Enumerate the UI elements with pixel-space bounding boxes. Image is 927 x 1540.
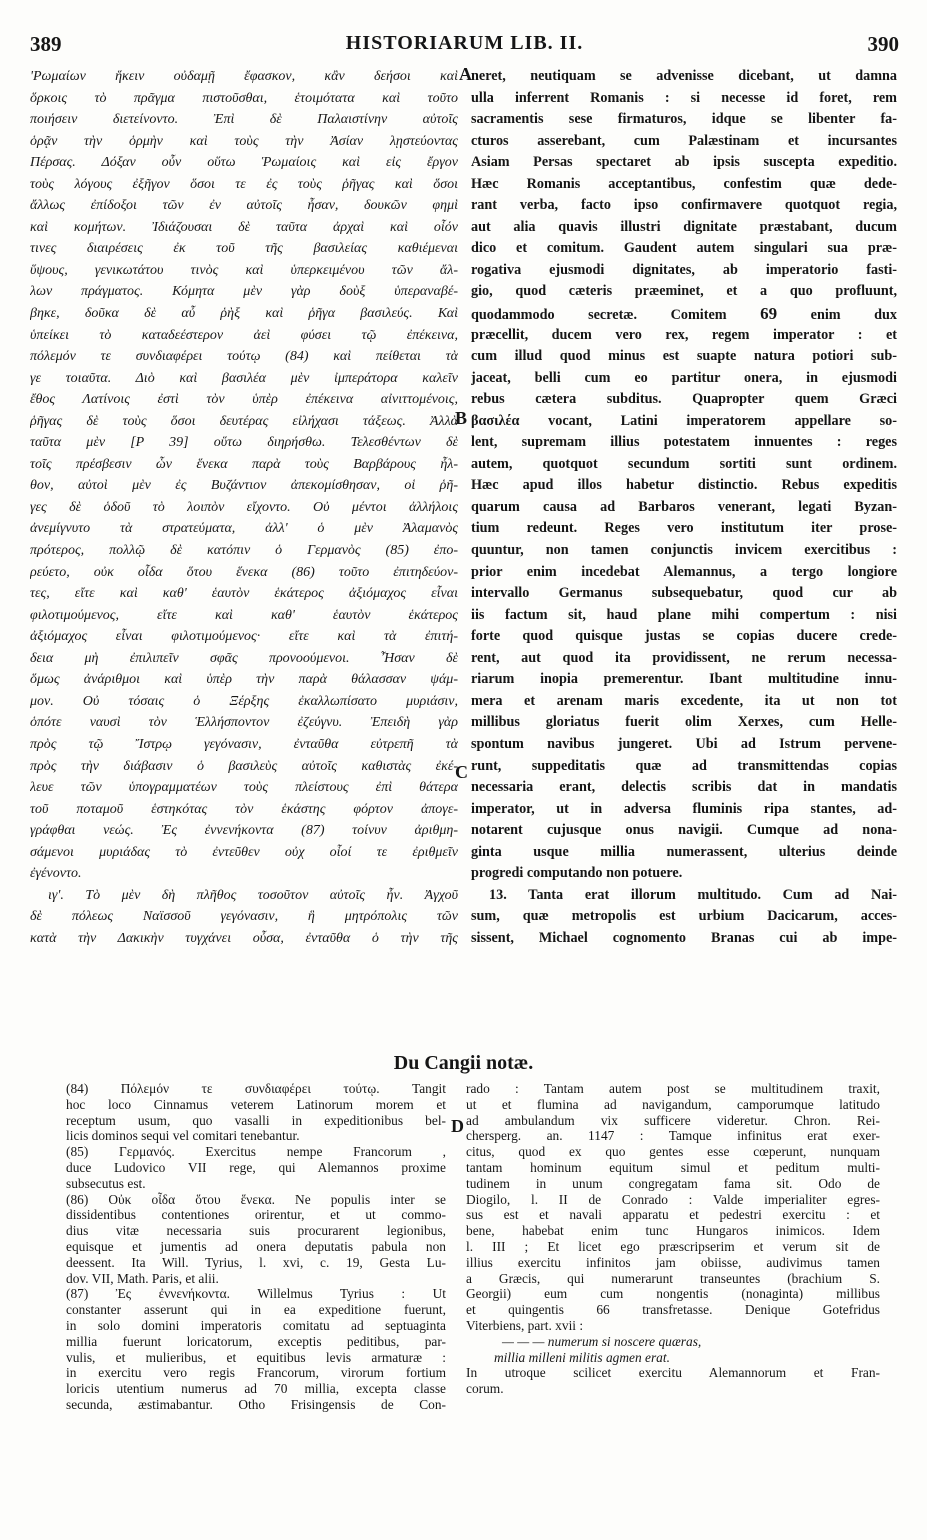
- greek-line: κατὰ τὴν Δακικὴν τυγχάνει οὖσα, ἐνταῦθα ὁ τὴν τῆς: [30, 930, 458, 946]
- verse-line: millia milleni militis agmen erat.: [494, 1349, 670, 1365]
- latin-line: 13. Tanta erat illorum multitudo. Cum ad Nai-: [489, 886, 897, 903]
- latin-line: sum, quæ metropolis est urbium Dacicarum, acces-: [471, 908, 897, 925]
- greek-line: θον, αὐτοὶ μὲν ἐς Βυζάντιον ἀπεκομίσθησαν, οἱ ῥῆ-: [30, 478, 458, 494]
- note-line: dissidentibus contentiones orirentur, et ut commo-: [66, 1207, 446, 1223]
- latin-line: Hæc Romanis acceptantibus, confestim quæ dede-: [471, 175, 897, 192]
- latin-line: [471, 303, 897, 325]
- greek-line: μον. Οὐ τόσαις ὁ Ξέρξης ἐκαλλωπίσατο μυριάσιν,: [30, 693, 458, 709]
- greek-line: πρὸς τῷ Ἴστρῳ γεγόνασιν, ἐνταῦθα εὐτρεπῆ τὰ: [30, 736, 458, 752]
- original-page-number: 69: [760, 304, 778, 324]
- greek-line: ρεύετο, οὐκ οἶδα ὅτου ἕνεκα (86) τοῦτο ἐπιτηδεύον-: [30, 564, 458, 580]
- greek-line: Πέρσας. Δόξαν οὖν οὕτω Ῥωμαίοις καὶ εἰς ἔργον: [30, 155, 458, 171]
- note-line: hoc loco Cinnamus veterem Latinorum morem et: [66, 1096, 446, 1112]
- latin-line: notarent cujusque onus navigii. Cumque ad nona-: [471, 822, 897, 839]
- latin-line: jaceat, belli cum eo partitur onera, in ejusmodi: [471, 369, 897, 386]
- latin-line: rebus cætera subditus. Quapropter quem Græci: [471, 391, 897, 408]
- greek-line: τινες διαιρέσεις ἐκ τοῦ τῆς βασιλείας καθιέμεναι: [30, 241, 458, 257]
- margin-letter-a: A: [459, 64, 472, 84]
- latin-line: iis factum sit, haud plane mihi compertum : nisi: [471, 606, 897, 623]
- note-line: Diogilo, l. II de Conrado : Valde imperialiter egres-: [466, 1191, 880, 1207]
- latin-text-column: [471, 66, 897, 949]
- greek-line: ἔθος Λατίνοις ἐστὶ τὸν ὑπὲρ ἐπέκεινα αἰνιττομένοις,: [30, 392, 458, 408]
- latin-line: tium redeunt. Reges vero institutum iter prose-: [471, 520, 897, 537]
- note-line: Viterbiens, part. xvii :: [466, 1317, 584, 1333]
- running-header: [30, 32, 899, 58]
- latin-line: gio, quod cæteris præeminet, et a quo profluunt,: [471, 283, 897, 300]
- greek-line: τοῦ ποταμοῦ ἑστηκότας τὸν ἑκάστης φόρτον ἀπογε-: [30, 801, 458, 817]
- latin-line: ulla inferrent Romanis : si necesse id foret, rem: [471, 89, 897, 106]
- latin-line: Hæc apud illos habetur distinctio. Rebus expeditis: [471, 477, 897, 494]
- note-line: receptum usum, quo vasalli in expeditionibus bel-: [66, 1112, 446, 1128]
- note-line: citus, quod ex quo gentes esse cœperunt, nunquam: [466, 1144, 880, 1160]
- margin-letter-d: D: [451, 1116, 464, 1136]
- note-line: deessent. Ita Will. Tyrius, l. xvi, c. 19, Gesta Lu-: [66, 1254, 446, 1270]
- greek-line: πρότερος, πολλῷ δὲ κατόπιν ὁ Γερμανὸς (85) ἐπο-: [30, 543, 458, 559]
- page-number-right: 390: [867, 32, 899, 56]
- latin-line: sissent, Michael cognomento Branas cui ab impe-: [471, 929, 897, 946]
- latin-line: progredi computando non potuere.: [471, 865, 683, 882]
- note-line: tudinem in unum congregatam fama sit. Odo de: [466, 1175, 880, 1191]
- greek-line: γράφθαι νεώς. Ἐς ἐννενήκοντα (87) τοίνυν ἀριθμη-: [30, 823, 458, 839]
- greek-line: φιλοτιμούμενος, εἴτε καὶ καθ' ἑαυτὸν ἑκάτερος: [30, 607, 458, 623]
- latin-line-text: quodammodo secretæ. Comitem: [471, 307, 727, 324]
- greek-line: ἀξιόμαχος εἶναι φιλοτιμούμενος· εἴτε καὶ τὰ ἐπιτή-: [30, 629, 458, 645]
- latin-line: cum illud quod minus est suapte natura potiori sub-: [471, 348, 897, 365]
- greek-line: δεια μὴ ἐπιλιπεῖν σφᾶς προνοούμενοι. Ἦσαν δὲ: [30, 650, 458, 666]
- greek-text-column: [30, 66, 458, 949]
- note-line: licis dominos sequi vel comitari tenebantur.: [66, 1128, 300, 1144]
- latin-line: millibus gloriatus fuerit olim Xerxes, cum Helle-: [471, 714, 897, 731]
- note-line: (84) Πόλεμόν τε συνδιαφέρει τούτῳ. Tangit: [66, 1081, 446, 1096]
- verse-line: — — — numerum si noscere quæras,: [502, 1333, 702, 1349]
- note-line: millia fuerunt loricatorum, exceptis peditibus, par-: [66, 1333, 446, 1349]
- greek-line: 'Ρωμαίων ἥκειν οὐδαμῇ ἔφασκον, κἂν δεήσοι καὶ: [30, 69, 458, 84]
- note-line: ad ambulandum vix sufficere videretur. Chron. Rei-: [466, 1112, 880, 1128]
- margin-letter-b: B: [455, 408, 468, 428]
- greek-line: ὁρᾷν τὴν ὁρμὴν καὶ τοὺς τὴν Ἀσίαν λῃστεύοντας: [30, 133, 458, 149]
- note-line: et quingentis 66 transfretasse. Denique Gotefridus: [466, 1302, 880, 1318]
- latin-line: præcellit, ducem vero rex, regem imperator : et: [471, 326, 897, 343]
- notes-right-column: [466, 1081, 880, 1397]
- latin-line: βασιλέα vocant, Latini imperatorem appellare so-: [471, 412, 897, 429]
- page-number-left: 389: [30, 32, 62, 56]
- latin-line: intervallo Germanus subsequebatur, quod cur ab: [471, 585, 897, 602]
- note-line: rado : Tantam autem post se multitudinem traxit,: [466, 1081, 880, 1096]
- greek-line: λων πράγματος. Κόμητα μὲν γὰρ δοὺξ ὑπεραναβέ-: [30, 284, 458, 300]
- latin-line: lent, supremam illius potestatem innuentes : reges: [471, 434, 897, 451]
- note-line: vulis, et mulieribus, et equitibus levis armaturæ :: [66, 1349, 446, 1365]
- note-line: sus est et navali apparatu et pedestri exercitu : et: [466, 1207, 880, 1223]
- greek-line: λευε τῶν ὑπογραμματέων τοὺς πλείστους ἐπὶ θάτερα: [30, 780, 458, 796]
- greek-line: ἀνεμίγνυτο τὰ στρατεύματα, ἀλλ' ὁ μὲν Ἀλαμανὸς: [30, 521, 458, 537]
- note-line: subsecutus est.: [66, 1175, 146, 1191]
- note-line: a Græcis, qui numerarunt transeuntes (brachium S.: [466, 1270, 880, 1286]
- greek-line: γε τοιαῦτα. Διὸ καὶ βασιλέα μὲν ἰμπεράτορα καλεῖν: [30, 370, 458, 386]
- greek-line: βηκε, δοῦκα δὲ αὖ ῥὴξ καὶ ῥῆγα βασιλεύς. Καὶ: [30, 306, 458, 322]
- greek-line: γες δὲ ὁδοῦ τὸ λοιπὸν εἴχοντο. Οὐ μέντοι ἀλλήλοις: [30, 499, 458, 515]
- greek-line: ποιήσειν διετείνοντο. Ἐπὶ δὲ Παλαιστίνην αὐτοῖς: [30, 112, 458, 128]
- greek-line: πρὸς τὴν διάβασιν ὁ βασιλεὺς αὐτοῖς καθιστὰς ἐκέ-: [30, 758, 458, 774]
- greek-line: τες, εἴτε καὶ καθ' ἑαυτὸν ἑκάτερος ἀξιόμαχος εἶναι: [30, 586, 458, 602]
- note-line: In utroque scilicet exercitu Alemannorum et Fran-: [466, 1365, 880, 1381]
- latin-line: mera et arenam maris excedente, ita ut non tot: [471, 692, 897, 709]
- notes-left-column: [66, 1081, 446, 1413]
- note-line: bene, habebat enim tunc Hungaros inimicos. Idem: [466, 1223, 880, 1239]
- note-line: corum.: [466, 1381, 504, 1397]
- latin-line: dico et comitum. Gaudent autem singulari sua præ-: [471, 240, 897, 257]
- margin-letter-c: C: [455, 762, 468, 782]
- note-line: Georgii) eum cum nongentis (nonaginta) millibus: [466, 1286, 880, 1302]
- note-line: dov. VII, Math. Paris, et alii.: [66, 1270, 219, 1286]
- latin-line: rant verba, facto ipso confirmavere quotquot regia,: [471, 197, 897, 214]
- greek-line: ἄλλως ἐπίδοξοι τῶν ἐν αὐτοῖς ἦσαν, δουκῶν φημὶ: [30, 198, 458, 214]
- greek-line: ὅμως ἀνάριθμοι καὶ ὑπὲρ τὴν παρὰ θάλασσαν ψάμ-: [30, 672, 458, 688]
- latin-line: prior enim incedebat Alemannus, a tergo longiore: [471, 563, 897, 580]
- greek-line: ὅρκοις τὸ πρᾶγμα πιστοῦσθαι, ἑτοιμότατα καὶ τοῦτο: [30, 90, 458, 106]
- latin-line: quarum causa ad Barbaros venerant, legati Byzan-: [471, 498, 897, 515]
- note-line: l. III ; Et licet ego præscripserim et verum sit de: [466, 1238, 880, 1254]
- note-line: chersperg. an. 1147 : Tamque infinitus erat exer-: [466, 1128, 880, 1144]
- latin-line: aut alia quavis illustri dignitate præstabant, ducum: [471, 218, 897, 235]
- note-line: in exercitu vero regis Francorum, virorum fortium: [66, 1365, 446, 1381]
- greek-line: δὲ πόλεως Ναϊσσοῦ γεγόνασιν, ἣ μητρόπολις τῶν: [30, 909, 458, 925]
- latin-line: Asiam Persas spectaret ab ipsis suscepta expeditio.: [471, 154, 897, 171]
- latin-line: quuntur, non tamen conjunctis invicem exercitibus :: [471, 542, 897, 559]
- latin-line: autem, quotquot secundum sortiti sunt ordinem.: [471, 455, 897, 472]
- latin-line: sacramentis sese firmaturos, idque se libenter fa-: [471, 111, 897, 128]
- greek-line: πόλεμόν τε συνδιαφέρει τούτῳ (84) καὶ πείθεται τὰ: [30, 349, 458, 365]
- note-line: (87) Ἐς ἐννενήκοντα. Willelmus Tyrius : Ut: [66, 1286, 446, 1302]
- note-line: equisque et jumentis ad onera deputatis pabula non: [66, 1238, 446, 1254]
- latin-line-text: enim dux: [810, 307, 897, 324]
- greek-line: ιγ'. Τὸ μὲν δὴ πλῆθος τοσοῦτον αὐτοῖς ἦν. Ἀγχοῦ: [48, 887, 458, 903]
- latin-line: cturos asserebant, cum Palæstinam et incursantes: [471, 132, 897, 149]
- latin-line: ginta usque millia numerassent, ulterius deinde: [471, 843, 897, 860]
- note-line: in solo domini imperatoris comitatu ad septuaginta: [66, 1317, 446, 1333]
- latin-line: riarum inopia premerentur. Ibant multitudine innu-: [471, 671, 897, 688]
- note-line: (86) Οὐκ οἶδα ὅτου ἕνεκα. Ne populis inter se: [66, 1191, 446, 1207]
- latin-line: spontum navibus jungeret. Ubi ad Istrum pervene-: [471, 735, 897, 752]
- latin-line: rent, aut quod ita providissent, ne rerum necessa-: [471, 649, 897, 666]
- note-line: tantam hominum equitum simul et peditum multi-: [466, 1159, 880, 1175]
- latin-line: imperator, ut in adversa fluminis ripa stantes, ad-: [471, 800, 897, 817]
- latin-line: necessaria erant, delectis scribis dat in mandatis: [471, 779, 897, 796]
- latin-line: forte quod quisque justas se copias ducere crede-: [471, 628, 897, 645]
- greek-line: ταῦτα μὲν [P 39] οὕτω διηρήσθω. Τελεσθέντων δὲ: [30, 435, 458, 451]
- greek-line: ἐγένοντο.: [30, 866, 82, 882]
- greek-line: τοὺς λόγους ἐξῆγον ὅσοι τε ἐς τοὺς ῥῆγας καὶ ὅσοι: [30, 176, 458, 192]
- latin-line: rogativa ejusmodi dignitates, ab imperatorio fasti-: [471, 261, 897, 278]
- greek-line: ὕψους, γενικωτάτου τινὸς καὶ ὑπερκειμένου τῶν ἄλ-: [30, 262, 458, 278]
- greek-line: ὁπότε ναυσὶ τὸν Ἑλλήσποντον ἐζεύγνυ. Ἐπειδὴ γὰρ: [30, 715, 458, 731]
- greek-line: καὶ κομήτων. Ἰδιάζουσαι δὲ ταῦτα ἀρχαὶ καὶ οἷόν: [30, 219, 458, 235]
- note-line: dius vitæ necessaria suis procurarent legionibus,: [66, 1223, 446, 1239]
- note-line: illius exercitu infinitos jam obiisse, audivimus tamen: [466, 1254, 880, 1270]
- note-line: constanter asserunt qui in ea expeditione fuerunt,: [66, 1302, 446, 1318]
- greek-line: τοῖς πρέσβεσιν ὧν ἕνεκα παρὰ τοὺς Βαρβάρους ἦλ-: [30, 456, 458, 472]
- note-line: secunda, æstimabantur. Otho Frisingensis de Con-: [66, 1396, 446, 1412]
- greek-line: σάμενοι μυριάδας τὸ ἐντεῦθεν οὐχ οἷοί τε ἐριθμεῖν: [30, 844, 458, 860]
- note-line: duce Ludovico VII rege, qui Alemannos proxime: [66, 1159, 446, 1175]
- greek-line: ὑπείκει τὸ καταδεέστερον ἀεὶ φύσει τῷ ἐπέκεινα,: [30, 327, 458, 343]
- notes-heading: Du Cangii notæ.: [393, 1052, 534, 1074]
- greek-line: ῥῆγας δὲ τοὺς ὅσοι δευτέρας εἰλήχασι τάξεως. Ἀλλὰ: [30, 413, 458, 429]
- note-line: loricis utentium numerus ad 70 millia, excepta classe: [66, 1381, 446, 1397]
- note-line: (85) Γερμανός. Exercitus nempe Francorum ,: [66, 1144, 446, 1160]
- latin-line: runt, suppeditatis quæ ad transmittendas copias: [471, 757, 897, 774]
- note-line: ut et flumina ad navigandum, camporumque latitudo: [466, 1096, 880, 1112]
- latin-line: neret, neutiquam se advenisse dicebant, ut damna: [471, 68, 897, 84]
- running-title: HISTORIARUM LIB. II.: [345, 32, 584, 54]
